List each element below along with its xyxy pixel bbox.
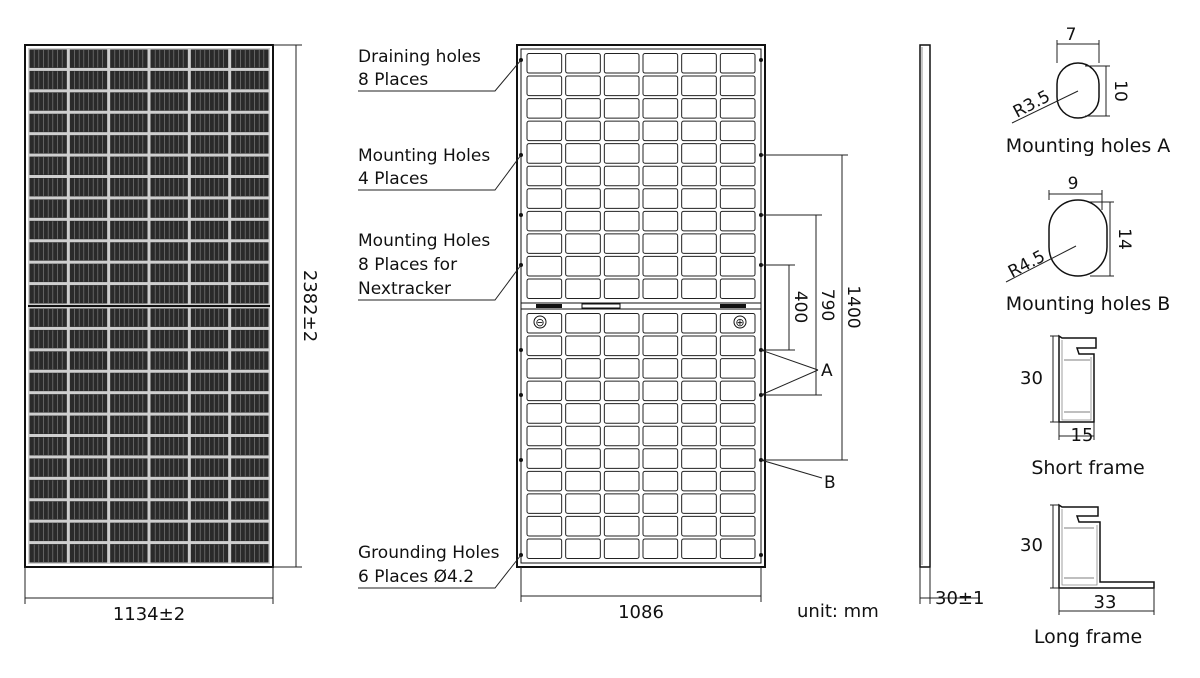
back-cell [527, 166, 562, 186]
junction-box-left [536, 304, 562, 308]
mounting-holes-line2: 4 Places [358, 169, 429, 189]
dim-790-label: 790 [817, 288, 837, 322]
back-cell [643, 449, 678, 469]
back-cell [643, 359, 678, 379]
back-cell [566, 539, 601, 559]
back-cell [566, 381, 601, 401]
callout-grounding-holes [358, 543, 521, 588]
back-cell [527, 234, 562, 254]
back-cell [527, 471, 562, 491]
back-cell [527, 426, 562, 446]
back-cell [643, 54, 678, 74]
back-cell [682, 516, 717, 536]
back-cell [720, 256, 755, 276]
back-cell [720, 449, 755, 469]
back-cell [566, 449, 601, 469]
grounding-holes-line2: 6 Places Ø4.2 [358, 567, 475, 587]
back-cell [604, 234, 639, 254]
back-cell [527, 494, 562, 514]
back-cell [566, 76, 601, 96]
back-width-label: 1086 [618, 602, 664, 623]
back-cell [643, 494, 678, 514]
hole-a-radius-label: R3.5 [1009, 86, 1054, 123]
nextracker-holes-line3: Nextracker [358, 279, 452, 299]
back-cell [682, 426, 717, 446]
back-cell [682, 471, 717, 491]
back-cell [566, 426, 601, 446]
back-cell [527, 144, 562, 164]
dim-400-label: 400 [790, 290, 810, 324]
back-cell [720, 426, 755, 446]
hole-b-title: Mounting holes B [1005, 293, 1171, 315]
back-cell [720, 404, 755, 424]
back-cell [720, 516, 755, 536]
back-cell [643, 404, 678, 424]
dim-1400 [761, 155, 863, 460]
long-frame-height-label: 30 [1020, 535, 1043, 556]
short-frame-title: Short frame [1031, 457, 1145, 479]
detail-hole-a [1006, 25, 1171, 157]
back-cell [643, 279, 678, 299]
back-view [358, 45, 863, 623]
back-cell [643, 256, 678, 276]
back-cell [682, 381, 717, 401]
back-cell [527, 381, 562, 401]
hole-a-slot-icon [1057, 63, 1099, 118]
back-cell [566, 144, 601, 164]
back-cell [643, 166, 678, 186]
hole-b-slot-icon [1049, 200, 1107, 276]
detail-long-frame [1020, 505, 1154, 648]
back-cell [682, 144, 717, 164]
back-cell [604, 76, 639, 96]
back-cell [604, 256, 639, 276]
back-cell [643, 189, 678, 209]
back-cell [566, 404, 601, 424]
long-frame-profile-icon [1059, 505, 1154, 588]
back-cell [566, 256, 601, 276]
back-cell [604, 494, 639, 514]
back-cell [643, 314, 678, 334]
back-cell [682, 234, 717, 254]
back-cell [604, 99, 639, 119]
side-thickness-label: 30±1 [935, 588, 985, 609]
back-cell [527, 121, 562, 141]
callout-mounting-holes [358, 146, 521, 190]
plus-terminal-symbol: ⊕ [735, 316, 745, 329]
back-cell [720, 539, 755, 559]
back-cell [566, 211, 601, 231]
back-cell [720, 189, 755, 209]
callout-draining-holes [358, 47, 521, 91]
grounding-holes-line1: Grounding Holes [358, 543, 500, 563]
dim-400 [761, 265, 810, 350]
back-cell [566, 314, 601, 334]
back-cell [566, 279, 601, 299]
back-cell [527, 404, 562, 424]
long-frame-title: Long frame [1033, 626, 1143, 648]
back-cell [682, 404, 717, 424]
dim-1400-label: 1400 [843, 285, 863, 329]
back-cell [604, 539, 639, 559]
back-cell [682, 76, 717, 96]
back-cell [604, 279, 639, 299]
marker-b-label: B [824, 473, 836, 493]
back-cell [604, 404, 639, 424]
back-cell [643, 539, 678, 559]
back-cell [604, 359, 639, 379]
marker-a-label: A [821, 361, 833, 381]
back-cell [643, 516, 678, 536]
hole-b-radius-label: R4.5 [1004, 246, 1049, 283]
back-cell [527, 359, 562, 379]
back-cell [527, 336, 562, 356]
back-cell [566, 234, 601, 254]
back-cell [682, 336, 717, 356]
back-cell [682, 314, 717, 334]
draining-holes-line1: Draining holes [358, 47, 481, 67]
hole-a-width-label: 7 [1065, 25, 1077, 45]
back-cell [527, 54, 562, 74]
back-cell [720, 166, 755, 186]
back-cell [643, 76, 678, 96]
back-cell [643, 121, 678, 141]
back-cell [720, 359, 755, 379]
hole-a-height-label: 10 [1110, 80, 1130, 102]
back-cell [682, 99, 717, 119]
back-cell [527, 516, 562, 536]
mounting-holes-line1: Mounting Holes [358, 146, 491, 166]
short-frame-height-label: 30 [1020, 368, 1043, 389]
back-cell [604, 516, 639, 536]
back-cell [720, 279, 755, 299]
hole-b-width-label: 9 [1067, 174, 1079, 194]
back-cell [643, 144, 678, 164]
back-cell [682, 449, 717, 469]
marker-a [761, 350, 833, 395]
back-cell [527, 279, 562, 299]
back-cell [604, 166, 639, 186]
back-cell [604, 144, 639, 164]
side-view [920, 45, 984, 609]
back-cell [566, 54, 601, 74]
back-cell [682, 166, 717, 186]
back-cell [527, 76, 562, 96]
long-frame-width-label: 33 [1093, 592, 1117, 613]
minus-terminal-symbol: ⊖ [535, 316, 545, 329]
back-cell [720, 336, 755, 356]
back-cell [643, 426, 678, 446]
front-view [25, 45, 320, 625]
back-cell [720, 381, 755, 401]
back-cell [682, 279, 717, 299]
back-cell [682, 121, 717, 141]
hole-a-title: Mounting holes A [1005, 135, 1171, 157]
back-cell [604, 189, 639, 209]
back-cell [566, 99, 601, 119]
nextracker-holes-line2: 8 Places for [358, 255, 458, 275]
back-cell [604, 314, 639, 334]
back-cell [643, 336, 678, 356]
back-cell [604, 426, 639, 446]
back-cell [643, 99, 678, 119]
junction-box-center [582, 304, 620, 308]
back-cell [566, 121, 601, 141]
back-cell [527, 539, 562, 559]
back-cell [566, 471, 601, 491]
back-cell [720, 494, 755, 514]
back-cell [682, 494, 717, 514]
back-cell [566, 166, 601, 186]
back-cell [720, 54, 755, 74]
back-cell [527, 99, 562, 119]
callout-nextracker-holes [358, 231, 521, 300]
short-frame-width-label: 15 [1070, 425, 1094, 446]
back-cell [720, 234, 755, 254]
front-height-label: 2382±2 [299, 269, 320, 343]
back-cell [566, 494, 601, 514]
back-cell [527, 189, 562, 209]
draining-holes-line2: 8 Places [358, 70, 429, 90]
marker-b [761, 460, 836, 493]
back-cell [604, 121, 639, 141]
back-cell [566, 359, 601, 379]
back-cell [720, 471, 755, 491]
back-cell [682, 256, 717, 276]
unit-label: unit: mm [797, 601, 879, 622]
back-cell [604, 336, 639, 356]
back-cell [604, 211, 639, 231]
back-cell [527, 211, 562, 231]
back-cell [720, 99, 755, 119]
back-cell [604, 54, 639, 74]
back-cell [643, 211, 678, 231]
detail-hole-b [1005, 174, 1170, 315]
back-cell [604, 471, 639, 491]
back-cell [720, 121, 755, 141]
back-cell [720, 144, 755, 164]
back-cell [604, 449, 639, 469]
back-cell [566, 189, 601, 209]
back-cell [720, 76, 755, 96]
back-cell [643, 471, 678, 491]
back-cell [682, 54, 717, 74]
back-cell [643, 234, 678, 254]
short-frame-profile-icon [1059, 336, 1096, 422]
detail-short-frame [1020, 336, 1145, 479]
side-profile [920, 45, 930, 567]
back-cell [682, 359, 717, 379]
back-cell [720, 211, 755, 231]
back-cell [604, 381, 639, 401]
back-cell [682, 539, 717, 559]
back-cell [682, 211, 717, 231]
back-cell [527, 449, 562, 469]
nextracker-holes-line1: Mounting Holes [358, 231, 491, 251]
back-cell [566, 336, 601, 356]
front-width-label: 1134±2 [112, 604, 186, 625]
junction-box-right [720, 304, 746, 308]
back-cell [682, 189, 717, 209]
back-cell [566, 516, 601, 536]
back-cell [643, 381, 678, 401]
hole-b-height-label: 14 [1114, 228, 1134, 250]
back-cell [527, 256, 562, 276]
